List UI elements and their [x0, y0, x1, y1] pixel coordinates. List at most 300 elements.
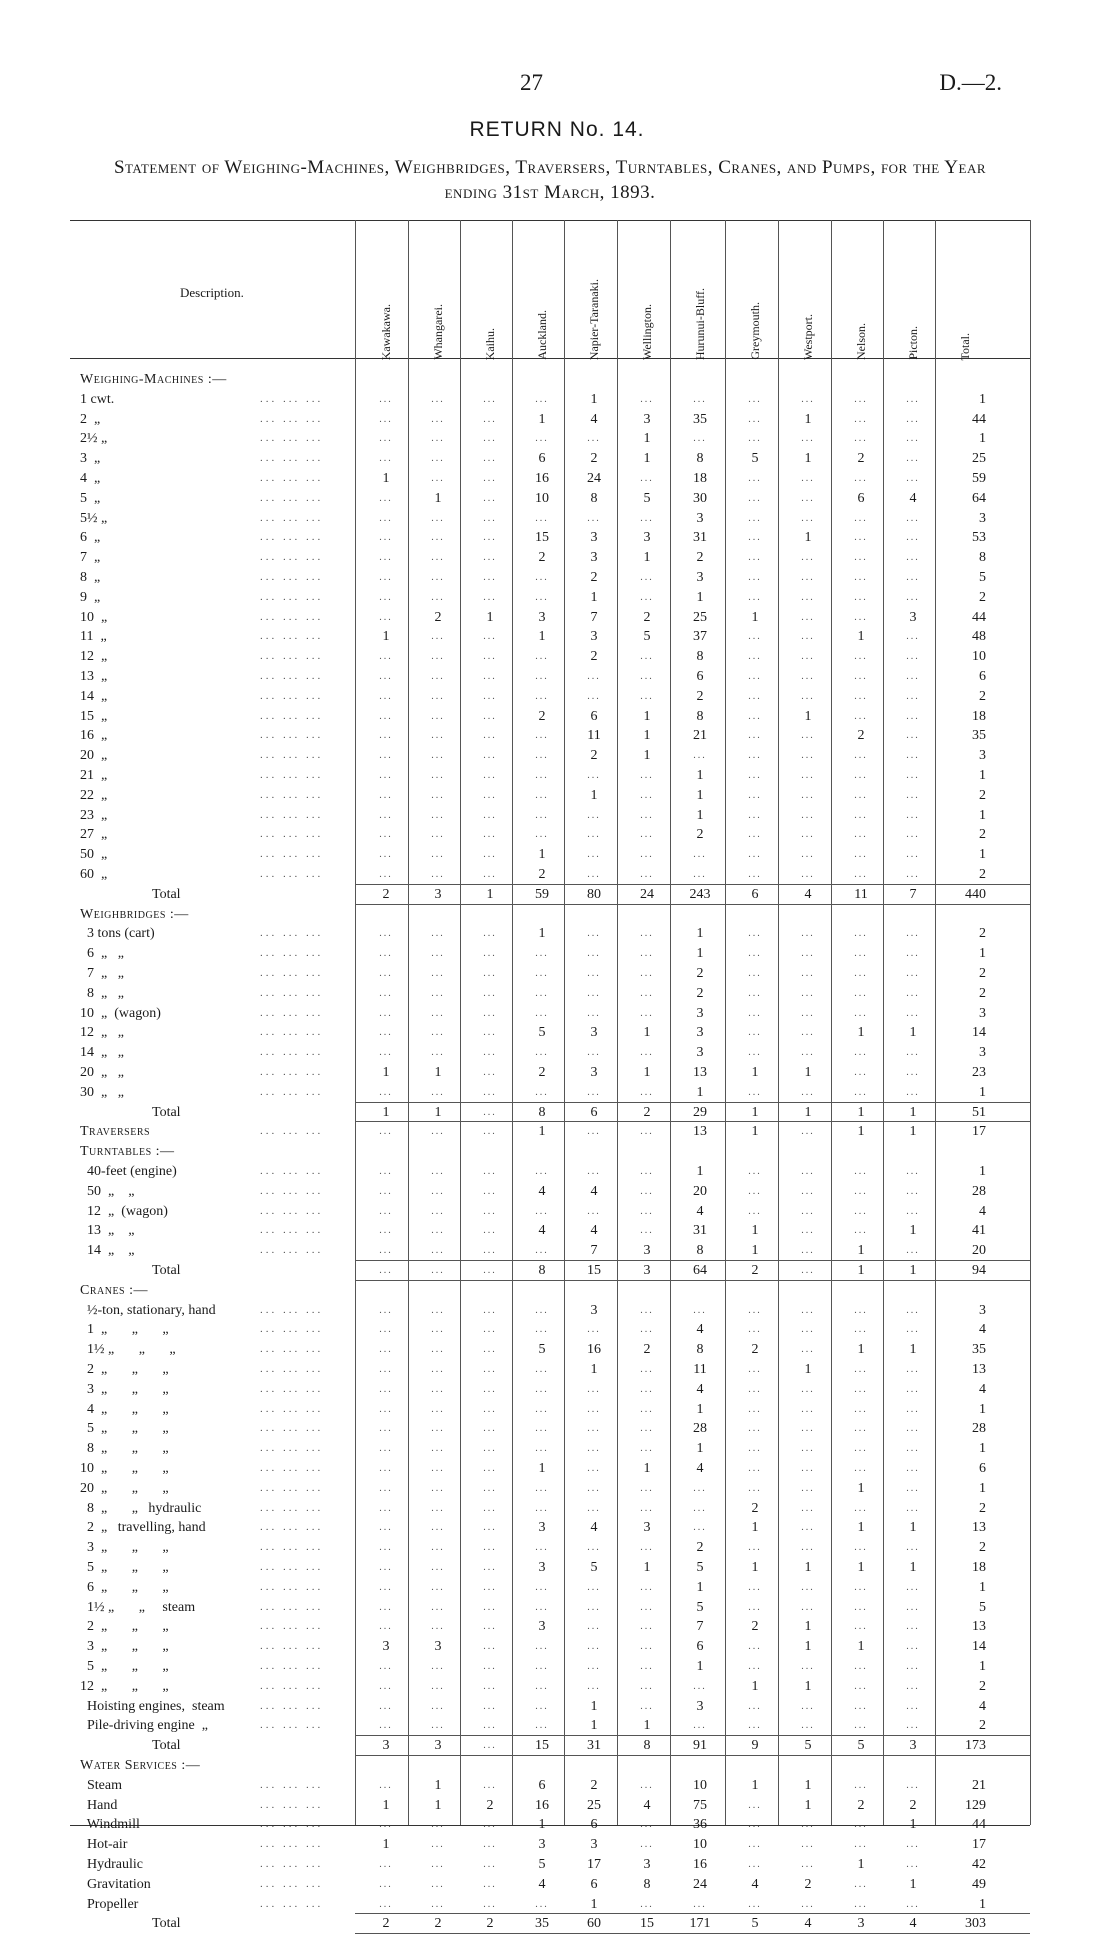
value-cell: ... [535, 1898, 549, 1910]
table-row [0, 1637, 1114, 1656]
value-cell: 4 [590, 411, 598, 427]
value-cell: 3 [590, 550, 598, 566]
value-cell: ... [483, 1819, 497, 1831]
value-cell: ... [854, 1443, 868, 1455]
value-cell: ... [906, 789, 920, 801]
value-cell: 2 [538, 708, 546, 724]
value-cell: ... [535, 829, 549, 841]
value-cell: ... [748, 1047, 762, 1059]
value-cell: ... [431, 1581, 445, 1593]
value-cell: 4 [590, 1183, 598, 1199]
table-row [0, 1063, 1114, 1082]
value-cell: ... [906, 829, 920, 841]
value-cell: 1 [538, 847, 546, 863]
total-cell: 20 [972, 1243, 986, 1259]
value-cell: ... [906, 1205, 920, 1217]
value-cell: ... [854, 1185, 868, 1197]
value-cell: ... [854, 572, 868, 583]
value-cell: ... [483, 1166, 497, 1177]
value-cell: ... [483, 1007, 497, 1019]
value-cell: 1 [590, 787, 598, 803]
leader-dots: ... ... ... [260, 769, 324, 781]
value-cell: ... [854, 948, 868, 960]
value-cell: ... [854, 869, 868, 880]
table-row [0, 1657, 1114, 1676]
table-row [0, 1518, 1114, 1537]
row-label: Total [152, 1916, 181, 1932]
value-cell: ... [587, 770, 601, 781]
value-cell: ... [483, 1581, 497, 1593]
value-cell: ... [906, 1661, 920, 1672]
section-label: Cranes :— [80, 1282, 149, 1298]
value-cell: 2 [434, 609, 442, 625]
leader-dots: ... ... ... [260, 1224, 324, 1237]
value-cell: ... [906, 1383, 920, 1395]
leader-dots: ... ... ... [260, 947, 324, 960]
value-cell: 171 [689, 1916, 711, 1932]
value-cell: 2 [538, 1065, 546, 1080]
value-cell: ... [483, 1621, 497, 1633]
value-cell: ... [431, 1522, 445, 1534]
row-label: Traversers [80, 1124, 151, 1140]
value-cell: ... [587, 433, 601, 445]
value-cell: ... [801, 1205, 815, 1217]
value-cell: 1 [751, 1223, 759, 1239]
value-cell: ... [640, 690, 654, 702]
value-cell: ... [906, 987, 920, 999]
row-label: 11 „ [80, 629, 107, 645]
value-cell: 5 [538, 1342, 546, 1358]
value-cell: ... [431, 1720, 445, 1732]
value-cell: ... [431, 1225, 445, 1237]
value-cell: ... [801, 1166, 815, 1177]
value-cell: ... [535, 1720, 549, 1732]
table-row [0, 707, 1114, 726]
row-label: 1 cwt. [80, 391, 115, 407]
value-cell: 1 [751, 1777, 759, 1793]
table-row [0, 1617, 1114, 1636]
value-cell: 3 [434, 1639, 442, 1655]
value-cell: ... [854, 1047, 868, 1059]
value-cell: 3 [909, 1738, 917, 1754]
row-label: 3 „ „ „ [80, 1381, 169, 1397]
value-cell: ... [431, 512, 445, 524]
value-cell: ... [801, 492, 815, 504]
value-cell: ... [801, 829, 815, 841]
value-cell: ... [906, 1086, 920, 1098]
value-cell: 1 [434, 1797, 442, 1813]
value-cell: ... [906, 1403, 920, 1415]
total-cell: 4 [979, 1322, 986, 1338]
column-header-label: Wellington. [639, 303, 654, 360]
leader-dots: ... ... ... [260, 452, 324, 465]
value-cell: 2 [590, 649, 598, 665]
value-cell: ... [483, 512, 497, 524]
total-cell: 2 [979, 1540, 986, 1556]
table-row [0, 1221, 1114, 1240]
value-cell: ... [535, 651, 549, 663]
value-cell: ... [748, 591, 762, 603]
value-cell: ... [640, 473, 654, 484]
value-cell: ... [535, 1680, 549, 1692]
value-cell: ... [906, 1700, 920, 1712]
value-cell: ... [906, 1443, 920, 1455]
value-cell: ... [748, 1007, 762, 1019]
leader-dots: ... ... ... [260, 868, 324, 880]
leader-dots: ... ... ... [260, 1066, 324, 1078]
value-cell: ... [906, 651, 920, 663]
row-label: 2 „ [80, 411, 101, 427]
leader-dots: ... ... ... [260, 927, 324, 940]
leader-dots: ... ... ... [260, 1204, 324, 1217]
value-cell: ... [748, 750, 762, 762]
value-cell: ... [587, 1621, 601, 1633]
value-cell: ... [431, 1878, 445, 1890]
value-cell: ... [379, 1265, 393, 1276]
value-cell: ... [801, 1423, 815, 1435]
value-cell: ... [483, 809, 497, 821]
value-cell: 1 [804, 411, 812, 427]
leader-dots: ... ... ... [260, 432, 324, 445]
value-cell: ... [483, 552, 497, 564]
value-cell: ... [748, 1304, 762, 1316]
value-cell: 1 [857, 1639, 865, 1655]
value-cell: ... [906, 1502, 920, 1514]
total-cell: 303 [965, 1916, 986, 1932]
value-cell: ... [906, 1166, 920, 1177]
leader-dots: ... ... ... [260, 1462, 324, 1474]
total-cell: 5 [979, 570, 986, 585]
value-cell: 1 [434, 490, 442, 506]
value-cell: ... [483, 1126, 497, 1138]
total-row [0, 1103, 1114, 1122]
value-cell: 2 [804, 1876, 812, 1892]
value-cell: ... [906, 869, 920, 880]
value-cell: ... [379, 1423, 393, 1435]
value-cell: ... [854, 1324, 868, 1336]
column-header-label: Napier-Taranaki. [586, 278, 601, 360]
total-cell: 28 [972, 1421, 986, 1437]
total-cell: 1 [979, 1441, 986, 1457]
value-cell: ... [587, 849, 601, 861]
table-row [0, 1182, 1114, 1201]
value-cell: ... [640, 1700, 654, 1712]
value-cell: 2 [538, 550, 546, 566]
value-cell: ... [748, 948, 762, 960]
value-cell: 1 [909, 1876, 917, 1892]
value-cell: 4 [909, 490, 917, 506]
value-cell: 1 [857, 1480, 865, 1496]
value-cell: ... [535, 1245, 549, 1257]
value-cell: ... [640, 1383, 654, 1395]
value-cell: ... [587, 671, 601, 682]
value-cell: ... [535, 1007, 549, 1019]
value-cell: ... [748, 1700, 762, 1712]
value-cell: ... [431, 1680, 445, 1692]
value-cell: ... [854, 1304, 868, 1316]
value-cell: ... [906, 690, 920, 702]
value-cell: ... [379, 1126, 393, 1138]
value-cell: 1 [696, 1659, 704, 1674]
value-cell: 1 [804, 530, 812, 546]
value-cell: 2 [590, 570, 598, 585]
value-cell: ... [801, 948, 815, 960]
column-header-label: Kaihu. [482, 327, 497, 360]
row-label: 6 „ „ [80, 946, 124, 962]
value-cell: ... [431, 1265, 445, 1276]
value-cell: ... [693, 1720, 707, 1732]
value-cell: ... [748, 651, 762, 663]
value-cell: ... [431, 1859, 445, 1870]
table-row [0, 1320, 1114, 1339]
value-cell: ... [748, 1403, 762, 1415]
leader-dots: ... ... ... [260, 1501, 324, 1514]
value-cell: ... [748, 572, 762, 583]
leader-dots: ... ... ... [260, 1541, 324, 1554]
value-cell: ... [693, 433, 707, 445]
table-row [0, 944, 1114, 963]
leader-dots: ... ... ... [260, 1422, 324, 1435]
value-cell: ... [535, 1304, 549, 1316]
value-cell: 1 [857, 1857, 865, 1872]
row-label: 8 „ „ „ [80, 1441, 169, 1457]
row-label: Hoisting engines, steam [80, 1698, 225, 1714]
row-label: 22 „ [80, 787, 108, 803]
value-cell: ... [748, 1799, 762, 1811]
leader-dots: ... ... ... [260, 1125, 324, 1138]
table-row [0, 1479, 1114, 1498]
value-cell: ... [640, 1205, 654, 1217]
total-cell: 2 [979, 688, 986, 704]
value-cell: ... [431, 1166, 445, 1177]
value-cell: ... [587, 1542, 601, 1554]
value-cell: 1 [696, 787, 704, 803]
value-cell: ... [431, 572, 445, 583]
table-top-rule [70, 220, 1030, 221]
value-cell: ... [535, 987, 549, 999]
total-cell: 14 [972, 1025, 986, 1041]
value-cell: 7 [590, 1243, 598, 1259]
section-heading-row [0, 1756, 1114, 1775]
value-cell: ... [801, 809, 815, 821]
column-header-label: Kawakawa. [378, 303, 393, 360]
value-cell: ... [801, 1542, 815, 1554]
row-label: 10 „ (wagon) [80, 1005, 161, 1021]
value-cell: ... [431, 829, 445, 841]
leader-dots: ... ... ... [260, 1818, 324, 1831]
row-label: Total [152, 1263, 181, 1278]
value-cell: ... [801, 690, 815, 702]
total-cell: 2 [979, 787, 986, 803]
value-cell: ... [431, 1344, 445, 1356]
value-cell: ... [854, 611, 868, 623]
value-cell: 1 [751, 1678, 759, 1694]
total-cell: 173 [965, 1738, 986, 1754]
value-cell: ... [587, 1661, 601, 1672]
value-cell: ... [431, 1542, 445, 1554]
value-cell: ... [801, 1443, 815, 1455]
value-cell: ... [801, 611, 815, 623]
total-cell: 48 [972, 629, 986, 645]
leader-dots: ... ... ... [260, 590, 324, 603]
row-label: 50 „ „ [80, 1183, 135, 1199]
value-cell: ... [854, 1621, 868, 1633]
value-cell: ... [801, 473, 815, 484]
total-cell: 13 [972, 1520, 986, 1536]
table-row [0, 964, 1114, 983]
value-cell: ... [535, 1205, 549, 1217]
value-cell: 15 [587, 1263, 601, 1278]
value-cell: ... [640, 1047, 654, 1059]
value-cell: ... [483, 789, 497, 801]
total-cell: 1 [979, 946, 986, 962]
value-cell: ... [483, 473, 497, 484]
value-cell: ... [748, 1364, 762, 1375]
table-row [0, 1776, 1114, 1795]
value-cell: ... [748, 968, 762, 979]
value-cell: ... [693, 1482, 707, 1494]
row-label: 16 „ [80, 728, 108, 744]
total-cell: 3 [979, 748, 986, 764]
value-cell: ... [431, 473, 445, 484]
total-cell: 21 [972, 1777, 986, 1793]
total-cell: 1 [979, 391, 986, 407]
leader-dots: ... ... ... [260, 1798, 324, 1811]
table-row [0, 390, 1114, 409]
value-cell: ... [535, 1443, 549, 1455]
value-cell: ... [431, 770, 445, 781]
value-cell: 3 [434, 1738, 442, 1754]
value-cell: ... [379, 671, 393, 682]
table-row [0, 1380, 1114, 1399]
value-cell: 8 [590, 490, 598, 506]
column-header [428, 270, 448, 360]
value-cell: 4 [804, 886, 812, 902]
total-cell: 35 [972, 728, 986, 744]
value-cell: ... [587, 869, 601, 880]
value-cell: 1 [909, 1223, 917, 1239]
value-cell: 5 [643, 629, 651, 645]
value-cell: ... [483, 1502, 497, 1514]
value-cell: 1 [696, 807, 704, 823]
value-cell: ... [906, 710, 920, 722]
value-cell: 4 [751, 1876, 759, 1892]
total-cell: 2 [979, 827, 986, 843]
value-cell: ... [748, 1423, 762, 1435]
value-cell: ... [587, 690, 601, 702]
row-label: 14 „ „ [80, 1243, 135, 1259]
value-cell: ... [379, 1859, 393, 1870]
table-row [0, 1241, 1114, 1260]
table-row [0, 1598, 1114, 1617]
value-cell: 2 [643, 1104, 651, 1120]
value-cell: ... [483, 829, 497, 841]
value-cell: ... [906, 572, 920, 583]
value-cell: ... [535, 1502, 549, 1514]
value-cell: ... [535, 690, 549, 702]
value-cell: ... [483, 1601, 497, 1613]
value-cell: 10 [535, 490, 549, 506]
value-cell: ... [379, 1403, 393, 1415]
table-row [0, 865, 1114, 884]
value-cell: ... [483, 1344, 497, 1356]
total-cell: 1 [979, 1164, 986, 1179]
value-cell: ... [587, 809, 601, 821]
table-row [0, 984, 1114, 1003]
value-cell: ... [801, 770, 815, 781]
value-cell: ... [483, 651, 497, 663]
section-label: Water Services :— [80, 1758, 201, 1773]
value-cell: 1 [696, 1441, 704, 1457]
value-cell: 3 [538, 1560, 546, 1575]
value-cell: ... [431, 1423, 445, 1435]
row-label: 2 „ travelling, hand [80, 1520, 206, 1536]
value-cell: 1 [804, 1362, 812, 1377]
value-cell: 4 [590, 1520, 598, 1536]
value-cell: ... [748, 1601, 762, 1613]
value-cell: 4 [696, 1203, 704, 1219]
value-cell: ... [801, 869, 815, 880]
table-row [0, 1499, 1114, 1518]
value-cell: ... [906, 473, 920, 484]
value-cell: 4 [696, 1381, 704, 1397]
value-cell: ... [431, 987, 445, 999]
value-cell: 8 [643, 1876, 651, 1892]
value-cell: 2 [590, 748, 598, 764]
value-cell: ... [379, 433, 393, 445]
value-cell: ... [801, 1522, 815, 1534]
total-cell: 1 [979, 1401, 986, 1417]
value-cell: 1 [696, 1084, 704, 1100]
row-label: 8 „ „ [80, 985, 124, 1001]
value-cell: ... [483, 770, 497, 781]
value-cell: ... [483, 1245, 497, 1257]
total-cell: 1 [979, 1579, 986, 1595]
value-cell: ... [801, 1720, 815, 1732]
value-cell: 4 [538, 1223, 546, 1239]
value-cell: ... [801, 393, 815, 405]
row-label: 50 „ [80, 847, 108, 863]
value-cell: ... [906, 433, 920, 445]
value-cell: 1 [382, 629, 390, 645]
table-row [0, 1360, 1114, 1379]
value-cell: ... [854, 987, 868, 999]
value-cell: ... [748, 1859, 762, 1870]
value-cell: ... [906, 1245, 920, 1257]
value-cell: ... [906, 413, 920, 425]
value-cell: ... [640, 829, 654, 841]
value-cell: ... [483, 453, 497, 465]
row-label: ½-ton, stationary, hand [80, 1302, 216, 1318]
value-cell: ... [431, 1126, 445, 1138]
value-cell: ... [379, 492, 393, 504]
value-cell: ... [906, 1304, 920, 1316]
column-header-label: Nelson. [853, 323, 868, 360]
value-cell: ... [483, 730, 497, 742]
value-cell: ... [854, 413, 868, 425]
value-cell: ... [748, 1324, 762, 1336]
value-cell: ... [379, 512, 393, 524]
leader-dots: ... ... ... [260, 1640, 324, 1653]
value-cell: 2 [590, 1777, 598, 1793]
value-cell: ... [379, 1621, 393, 1633]
value-cell: ... [483, 968, 497, 979]
total-cell: 1 [979, 1480, 986, 1496]
value-cell: ... [854, 1403, 868, 1415]
value-cell: 6 [538, 451, 546, 467]
value-cell: 3 [382, 1738, 390, 1754]
value-cell: 2 [696, 827, 704, 843]
